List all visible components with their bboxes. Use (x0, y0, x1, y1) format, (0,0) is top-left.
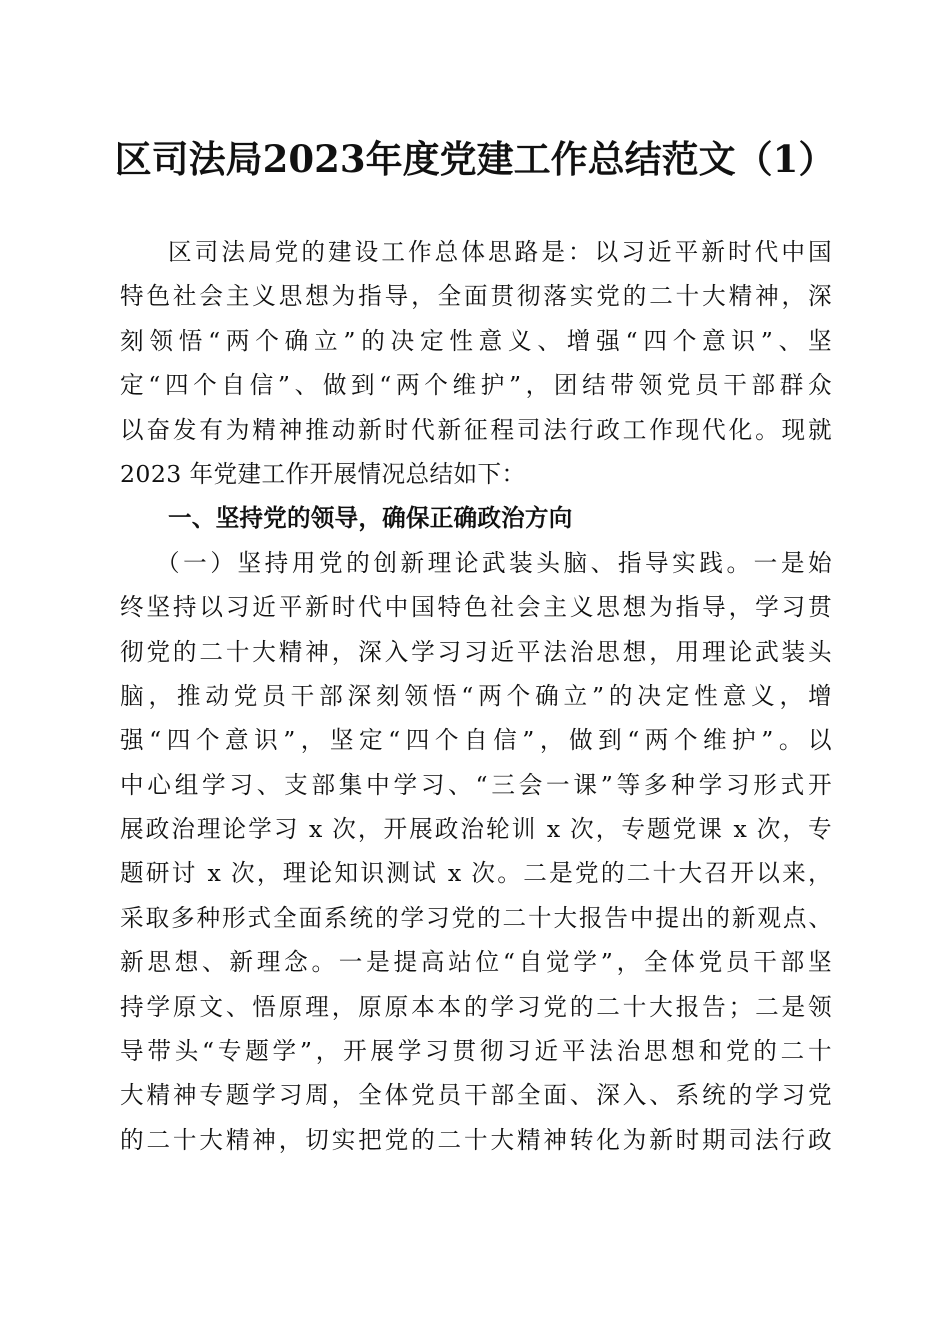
section-line: 新思想、新理念。一是提高站位“自觉学”，全体党员干部坚 (120, 948, 832, 977)
section-line: 采取多种形式全面系统的学习党的二十大报告中提出的新观点、 (120, 903, 832, 932)
intro-line: 区司法局党的建设工作总体思路是：以习近平新时代中国 (168, 238, 832, 266)
intro-line: 特色社会主义思想为指导，全面贯彻落实党的二十大精神，深 (120, 282, 832, 311)
section-line: 中心组学习、支部集中学习、“三会一课”等多种学习形式开 (120, 770, 832, 799)
section-line: 终坚持以习近平新时代中国特色社会主义思想为指导，学习贯 (120, 593, 832, 622)
intro-line: 刻领悟“两个确立”的决定性意义、增强“四个意识”、坚 (120, 326, 832, 355)
section-line: 彻党的二十大精神，深入学习习近平法治思想，用理论武装头 (120, 637, 832, 666)
intro-line: 定“四个自信”、做到“两个维护”，团结带领党员干部群众 (120, 371, 832, 400)
section-line: 大精神专题学习周，全体党员干部全面、深入、系统的学习党 (120, 1081, 832, 1110)
section-line: 强“四个意识”，坚定“四个自信”，做到“两个维护”。以 (120, 726, 832, 755)
section-line: 脑，推动党员干部深刻领悟“两个确立”的决定性意义，增 (120, 681, 832, 710)
document-body (120, 230, 832, 1162)
document-title: 区司法局2023年度党建工作总结范文（1） (114, 137, 836, 181)
section-line: 展政治理论学习 x 次，开展政治轮训 x 次，专题党课 x 次，专 (120, 815, 832, 844)
section-heading: 一、坚持党的领导，确保正确政治方向 (168, 504, 573, 533)
intro-line: 以奋发有为精神推动新时代新征程司法行政工作现代化。现就 (120, 415, 832, 444)
section-line: 题研讨 x 次，理论知识测试 x 次。二是党的二十大召开以来， (120, 859, 832, 888)
section-line: 的二十大精神，切实把党的二十大精神转化为新时期司法行政 (120, 1125, 832, 1154)
intro-line: 2023 年党建工作开展情况总结如下： (120, 459, 526, 488)
section-line: 持学原文、悟原理，原原本本的学习党的二十大报告；二是领 (120, 992, 832, 1021)
section-line: （一）坚持用党的创新理论武装头脑、指导实践。一是始 (156, 548, 832, 577)
section-line: 导带头“专题学”，开展学习贯彻习近平法治思想和党的二十 (120, 1037, 832, 1066)
